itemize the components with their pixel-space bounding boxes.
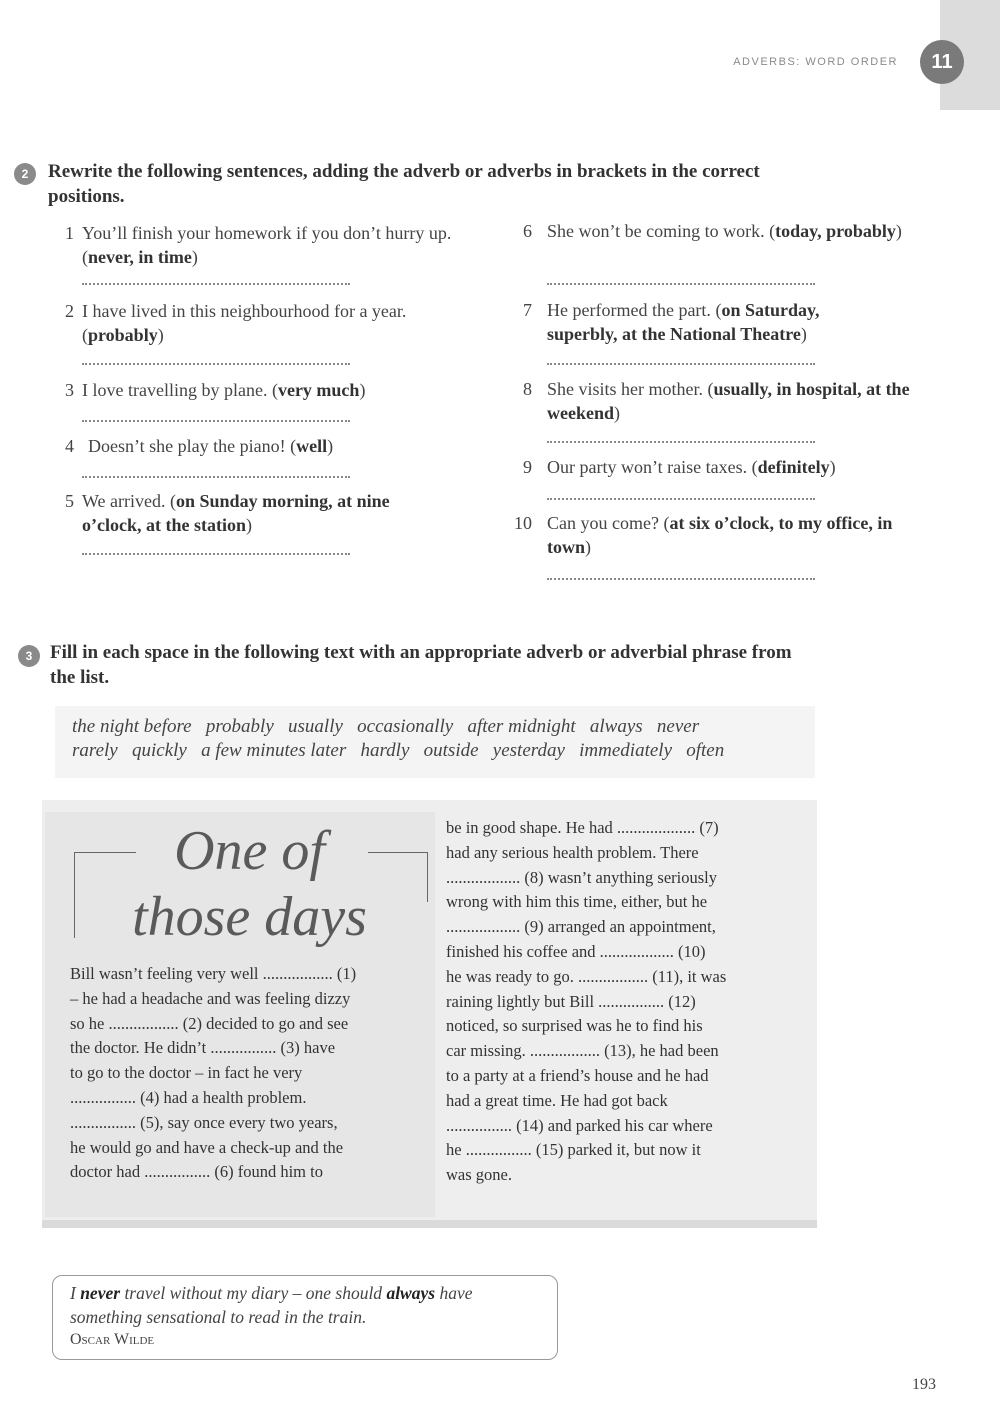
story-line: wrong with him this time, either, but he: [446, 892, 708, 912]
exercise-2-item-10: [510, 511, 930, 561]
title-rule-right-vertical: [427, 852, 429, 902]
story-line: the doctor. He didn’t ................ (3) have: [70, 1038, 336, 1058]
item-number: 6: [523, 221, 532, 241]
answer-line-7[interactable]: [547, 362, 815, 365]
exercise-2-instruction: Rewrite the following sentences, adding the adverb or adverbs in brackets in the correct positions.: [48, 161, 760, 207]
word-option: occasionally: [357, 716, 454, 737]
story-title: [72, 818, 427, 950]
story-line: so he ................. (2) decided to go and see: [70, 1013, 349, 1033]
item-text: Doesn’t she play the piano! (well): [88, 436, 334, 456]
story-title-line-1: One of: [174, 820, 325, 882]
word-option: a few minutes later: [201, 740, 347, 761]
item-number: 10: [514, 513, 532, 533]
answer-line-3[interactable]: [82, 419, 350, 422]
item-number: 7: [523, 300, 532, 320]
word-option: often: [686, 740, 725, 761]
word-option: quickly: [131, 740, 187, 761]
answer-line-5[interactable]: [82, 552, 350, 555]
answer-line-6[interactable]: [547, 282, 815, 285]
chapter-number-badge: 11: [920, 40, 964, 84]
answer-line-2[interactable]: [82, 362, 350, 365]
word-option: never: [656, 716, 700, 737]
answer-line-8[interactable]: [547, 440, 815, 443]
story-line: ................ (14) and parked his car where: [446, 1115, 713, 1135]
story-line: had a great time. He had got back: [446, 1090, 668, 1110]
answer-line-9[interactable]: [547, 497, 815, 500]
story-line: to go to the doctor – in fact he very: [70, 1063, 303, 1083]
word-option: the night before: [72, 716, 192, 737]
item-text: We arrived. (on Sunday morning, at nine o’clock, at the station): [82, 491, 390, 535]
story-line: finished his coffee and .................. (10): [446, 941, 706, 961]
story-title-line-2: those days: [132, 886, 367, 948]
item-text: I have lived in this neighbourhood for a year. (probably): [82, 301, 407, 345]
item-text: Our party won’t raise taxes. (definitely): [547, 457, 836, 477]
item-text: I love travelling by plane. (very much): [82, 380, 366, 400]
item-text: He performed the part. (on Saturday, superbly, at the National Theatre): [547, 300, 820, 344]
answer-line-10[interactable]: [547, 577, 815, 580]
story-line: ................ (4) had a health problem.: [70, 1087, 307, 1107]
answer-line-4[interactable]: [82, 475, 350, 478]
exercise-2-item-9: [510, 455, 930, 481]
story-right-column: [446, 816, 798, 1188]
word-list-line-1: [72, 716, 699, 738]
story-line: raining lightly but Bill ................ (12): [446, 991, 696, 1011]
story-line: Bill wasn’t feeling very well ................. (1): [70, 964, 357, 983]
item-number: 9: [523, 457, 532, 477]
item-number: 4: [65, 436, 74, 456]
exercise-3-instruction: Fill in each space in the following text with an appropriate adverb or adverbial phrase from the list.: [50, 642, 792, 688]
story-line: was gone.: [446, 1165, 512, 1185]
exercise-2-item-8: [510, 377, 930, 427]
exercise-2-item-6: [510, 219, 930, 269]
word-option: probably: [205, 716, 274, 737]
quote-text: I never travel without my diary – one should always have something sensational to read in the train.: [70, 1283, 473, 1327]
section-header: ADVERBS: WORD ORDER: [733, 56, 898, 68]
item-text: Can you come? (at six o’clock, to my office, in town): [547, 513, 893, 557]
item-number: 8: [523, 379, 532, 399]
story-line: doctor had ................ (6) found him to: [70, 1162, 323, 1182]
word-option: always: [589, 716, 643, 737]
story-line: .................. (9) arranged an appointment,: [446, 917, 716, 937]
story-line: he would go and have a check-up and the: [70, 1137, 344, 1157]
word-option: rarely: [72, 740, 118, 761]
story-line: ................ (5), say once every two years,: [70, 1112, 338, 1132]
word-option: after midnight: [467, 716, 576, 737]
word-option: hardly: [360, 740, 410, 761]
story-line: noticed, so surprised was he to find his: [446, 1016, 703, 1036]
item-number: 2: [65, 301, 74, 321]
exercise-2-item-5: [52, 489, 472, 539]
word-option: usually: [288, 716, 343, 737]
story-line: – he had a headache and was feeling dizzy: [70, 988, 351, 1008]
page-number: 193: [912, 1376, 936, 1393]
exercise-2-badge: 2: [14, 163, 36, 185]
story-line: had any serious health problem. There: [446, 842, 699, 862]
word-option: yesterday: [492, 740, 565, 761]
word-option: outside: [423, 740, 479, 761]
exercise-2-item-2: [52, 299, 492, 349]
item-number: 5: [65, 491, 74, 511]
exercise-2-item-4: [52, 434, 472, 460]
item-number: 1: [65, 223, 74, 243]
story-line: .................. (8) wasn’t anything seriously: [446, 867, 718, 887]
story-left-column: [70, 962, 423, 1185]
word-list-line-2: [72, 740, 724, 762]
item-number: 3: [65, 380, 74, 400]
story-line: he ................ (15) parked it, but now it: [446, 1140, 701, 1160]
story-line: he was ready to go. ................. (11), it was: [446, 966, 727, 986]
exercise-2-item-1: [52, 221, 472, 271]
exercise-2-item-3: [52, 378, 472, 404]
exercise-2-item-7: [510, 298, 930, 348]
exercise-3-badge: 3: [18, 645, 40, 667]
item-text: You’ll finish your homework if you don’t hurry up. (never, in time): [82, 223, 452, 267]
story-line: be in good shape. He had ................... (7): [446, 818, 719, 837]
story-line: car missing. ................. (13), he had been: [446, 1041, 719, 1061]
quote-author: Oscar Wilde: [70, 1331, 155, 1348]
answer-line-1[interactable]: [82, 282, 350, 285]
item-text: She won’t be coming to work. (today, probably): [547, 221, 902, 241]
story-line: to a party at a friend’s house and he had: [446, 1065, 709, 1085]
item-text: She visits her mother. (usually, in hospital, at the weekend): [547, 379, 910, 423]
word-option: immediately: [579, 740, 672, 761]
